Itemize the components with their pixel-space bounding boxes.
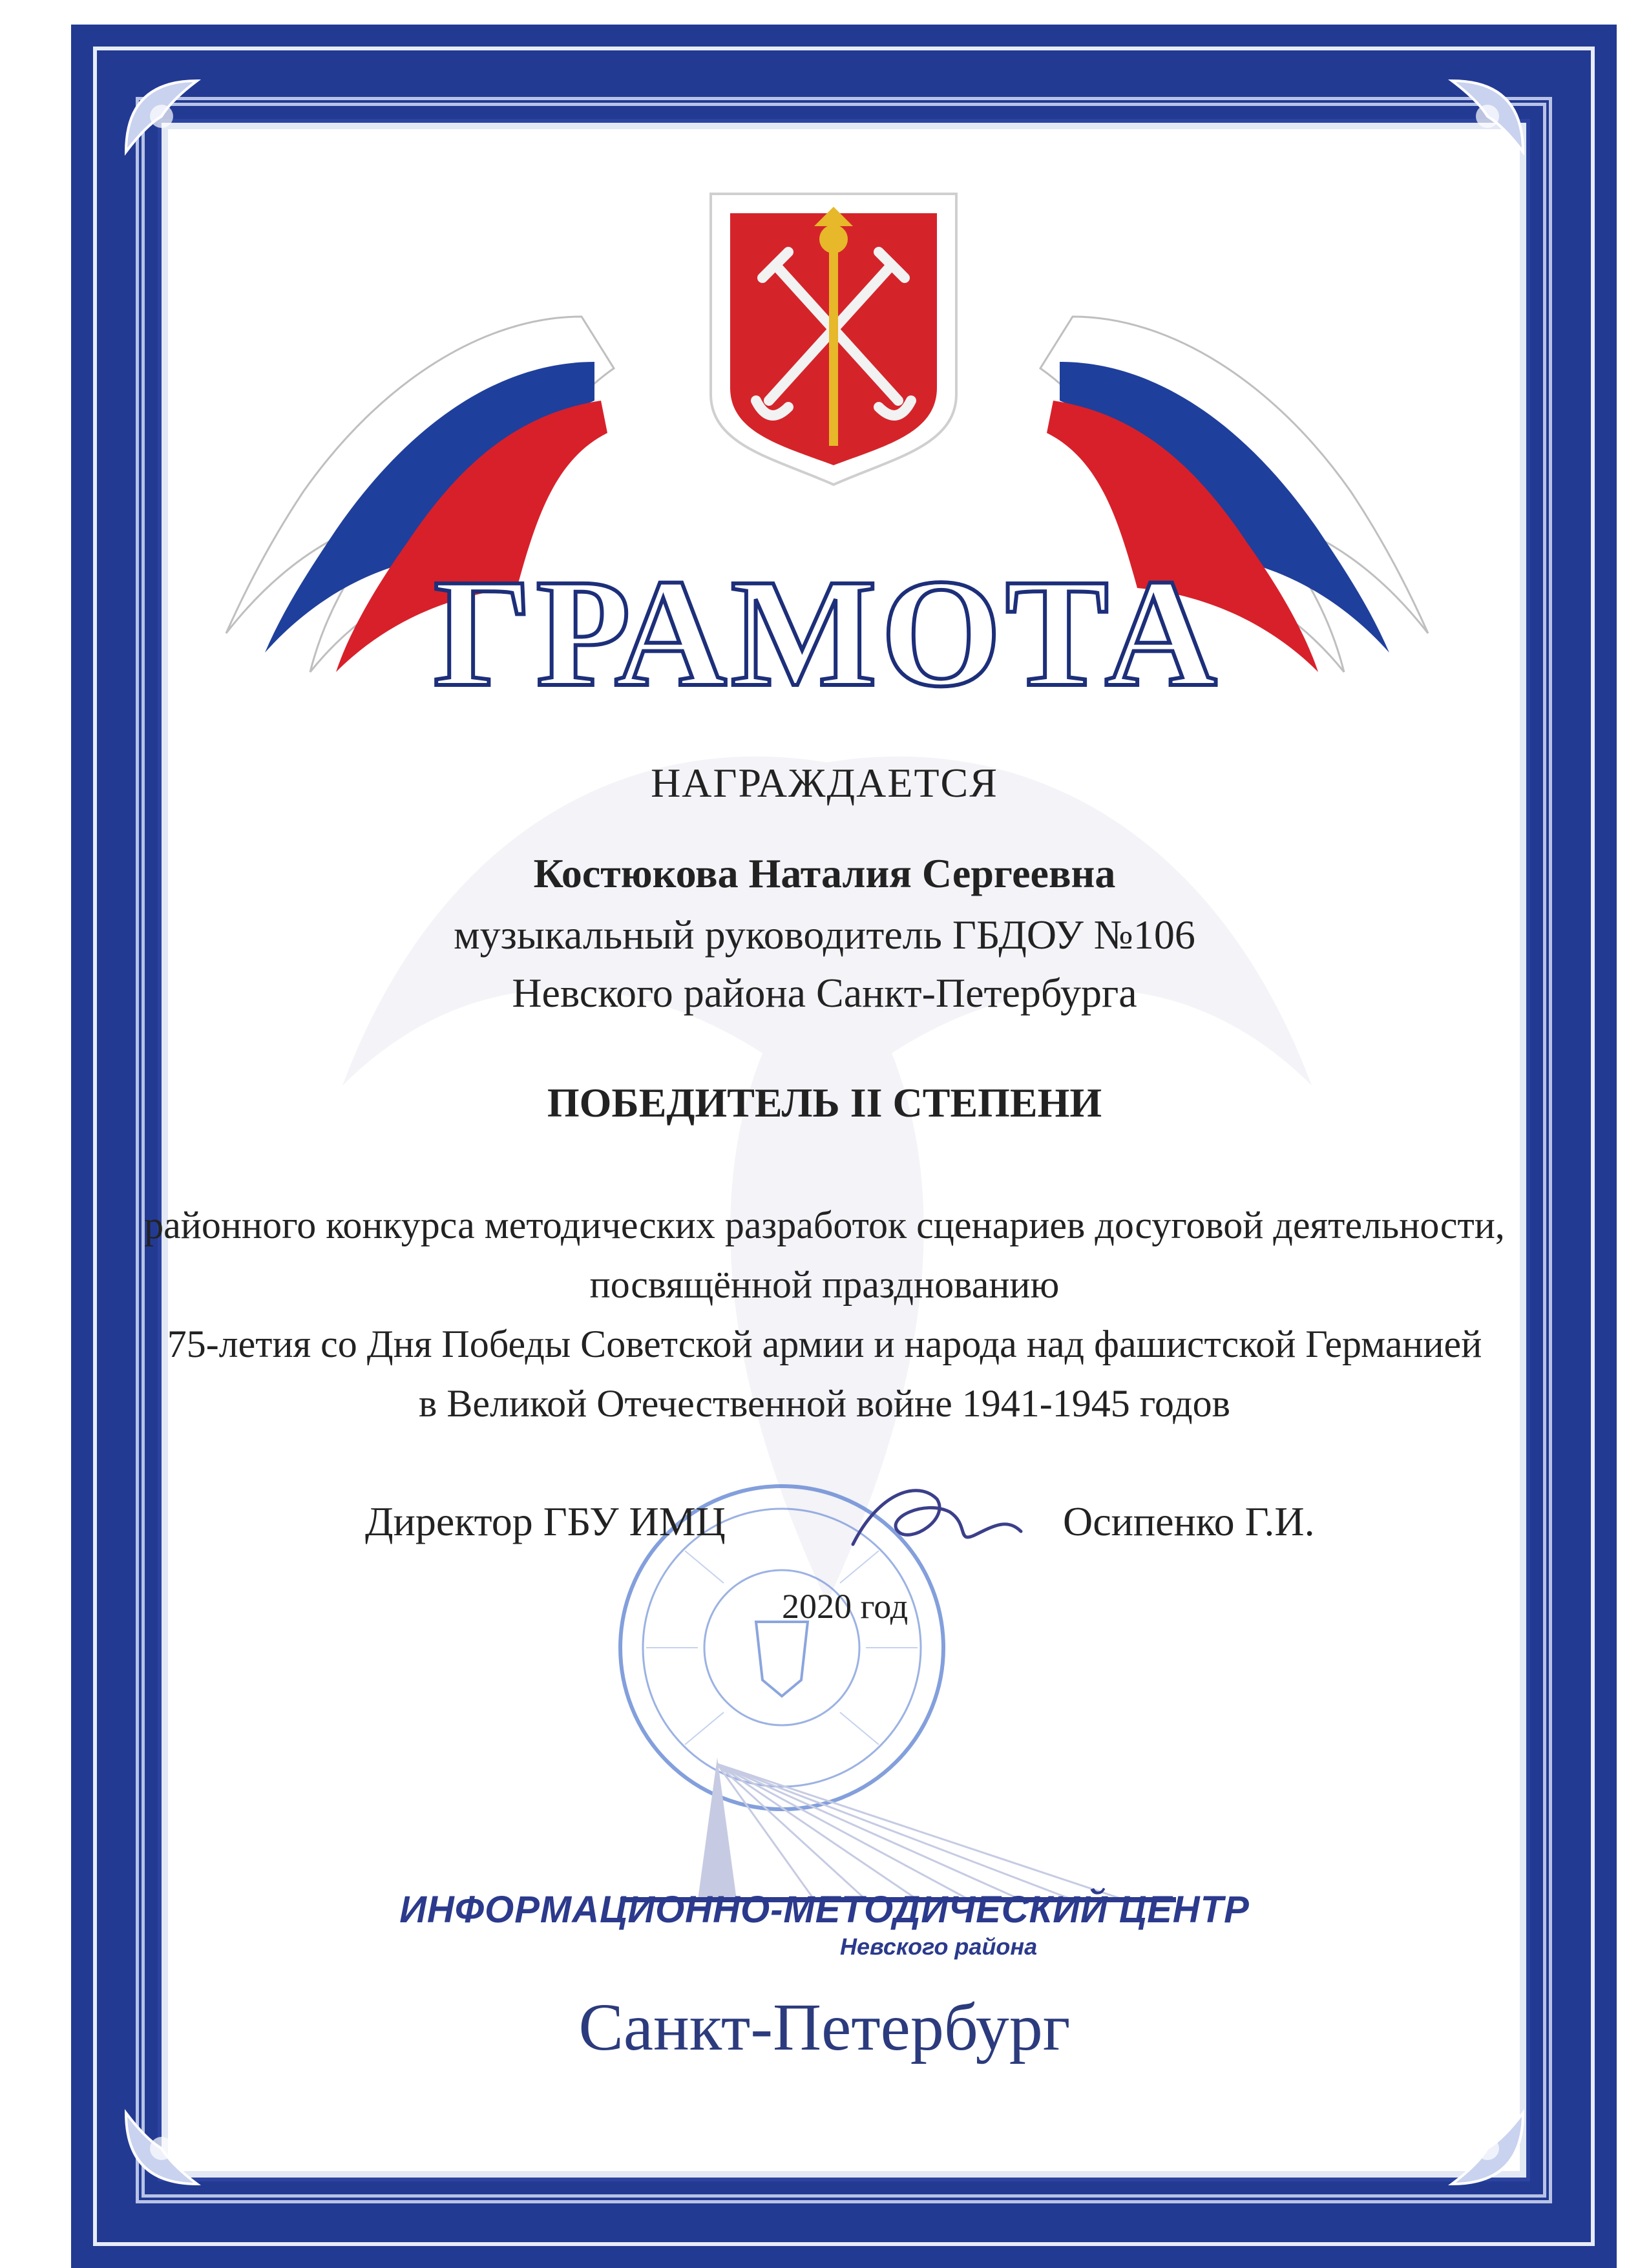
contest-line: посвящённой празднованию: [589, 1263, 1060, 1306]
corner-ornament-icon: [113, 2100, 210, 2197]
awarded-label: НАГРАЖДАЕТСЯ: [651, 760, 998, 806]
contest-description: [0, 1195, 1649, 1433]
contest-line: районного конкурса методических разработок сценариев досуговой деятельности,: [144, 1204, 1505, 1246]
certificate-title: [433, 547, 1221, 719]
award-degree: ПОБЕДИТЕЛЬ II СТЕПЕНИ: [547, 1080, 1102, 1126]
corner-ornament-icon: [1439, 2100, 1536, 2197]
coat-of-arms-icon: [704, 187, 963, 491]
contest-line: 75-летия со Дня Победы Советской армии и народа над фашистской Германией: [167, 1323, 1482, 1365]
recipient-organization: Невского района Санкт-Петербурга: [512, 970, 1137, 1016]
corner-ornament-icon: [113, 68, 210, 165]
contest-line: в Великой Отечественной войне 1941-1945 годов: [418, 1382, 1230, 1425]
issuer-logo-subtitle: Невского района: [840, 1933, 1038, 1960]
bridge-logo-icon: [620, 1738, 1176, 1906]
certificate-title-text: ГРАМОТА: [433, 547, 1221, 719]
corner-ornament-icon: [1439, 68, 1536, 165]
director-name: Осипенко Г.И.: [1063, 1498, 1315, 1544]
city-name: Санкт-Петербург: [578, 1990, 1071, 2064]
issue-year: 2020 год: [782, 1587, 909, 1626]
recipient-name: Костюкова Наталия Сергеевна: [533, 850, 1116, 896]
director-label: Директор ГБУ ИМЦ: [365, 1498, 726, 1544]
recipient-position: музыкальный руководитель ГБДОУ №106: [454, 912, 1195, 958]
issuer-logo-title: ИНФОРМАЦИОННО-МЕТОДИЧЕСКИЙ ЦЕНТР: [399, 1889, 1250, 1931]
director-signature: [840, 1473, 1034, 1564]
